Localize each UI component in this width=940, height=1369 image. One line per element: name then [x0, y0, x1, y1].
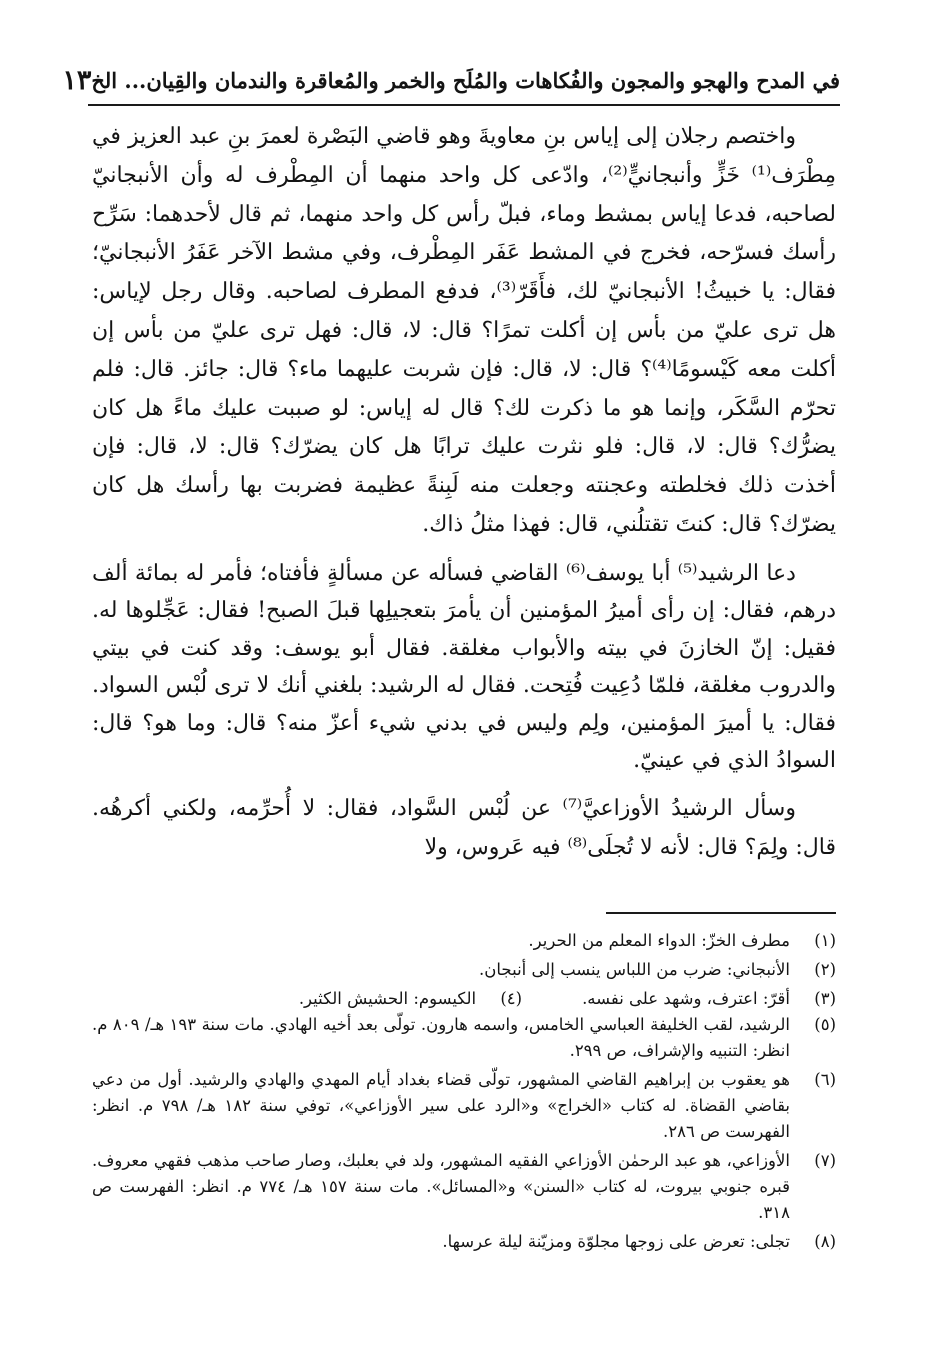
footnote-text: الكيسوم: الحشيش الكثير. — [298, 989, 477, 1008]
footnote-number: (٣) — [814, 989, 836, 1008]
footnote-text: الرشيد، لقب الخليفة العباسي الخامس، واسمه هارون. تولّى بعد أخيه الهادي. مات سنة ١٩٣ هـ/ ٨٠٩ م. انظر: التنبيه والإشراف، ص ٢٩٩. — [92, 1015, 790, 1060]
footnotes — [92, 928, 836, 1258]
page-number: ١٣ — [62, 64, 92, 96]
running-title: في المدح والهجو والمجون والفُكاهات والمُلَح والخمر والمُعاقرة والندمان والقِيان... الخ — [91, 67, 840, 93]
paragraph-rashid-awzai: وسأل الرشيدُ الأوزاعيَّ⁽⁷⁾ عن لُبْس السَّواد، فقال: لا أُحرِّمه، ولكني أكرهُه. قال: ولِمَ؟ قال: لأنه لا تُجلَى⁽⁸⁾ فيه عَروس، ولا — [92, 795, 836, 860]
footnote-text: الأنبجاني: ضرب من اللباس ينسب إلى أنبجان. — [479, 960, 790, 979]
paragraph-iyas: واختصم رجلان إلى إياس بنِ معاويةَ وهو قاضي البَصْرة لعمرَ بنِ عبد العزيز في مِطْرَف⁽¹⁾ خَزٍّ وأنبجانيٍّ⁽²⁾، وادّعى كل واحد منهما أن المِطْرف له وأن الأنبجانيّ لصاحبه، فدعا إياس بمشط وماء، فبلّ رأس كل واحد منهما، ثم قال لأحدهما: سَرِّح رأسك فسرّحه، فخرج في المشط عَفَر المِطْرف، وفي مشط الآخر عَفَرُ الأنبجانيّ؛ فقال: يا خبيثُ! الأنبجانيّ لك، فأَقَرّ⁽³⁾، فدفع المطرف لصاحبه. وقال رجل لإياس: هل ترى عليّ من بأس إن أكلت تمرًا؟ قال: لا، قال: فهل ترى عليّ من بأس إن أكلت معه كَيْسومًا⁽⁴⁾؟ قال: لا، قال: فإن شربت عليهما ماء؟ قال: جائز. قال: فلم تحرّم السَّكَر، وإنما هو ما ذكرت لك؟ قال له إياس: لو صببت عليك ماءً هل كان يضرُّك؟ قال: لا، قال: فلو نثرت عليك ترابًا هل كان يضرّك؟ قال: لا، قال: فإن أخذت ذلك فخلطته وعجنته وجعلت منه لَبِنةً عظيمة فضربت بها رأسك هل كان يضرّك؟ قال: كنتَ تقتلُني، قال: فهذا مثلُ ذاك. — [92, 124, 836, 537]
footnote-1 — [92, 928, 836, 954]
footnote-text: تجلى: تعرض على زوجها مجلوّة ومزيّنة ليلة عرسها. — [442, 1232, 790, 1251]
footnote-3 — [582, 986, 836, 1012]
footnote-6 — [92, 1067, 836, 1145]
footnote-5 — [92, 1012, 836, 1064]
paragraph-rashid-abu-yusuf: دعا الرشيد⁽⁵⁾ أبا يوسف⁽⁶⁾ القاضي فسأله عن مسألةٍ فأفتاه؛ فأمر له بمائة ألف درهم، فقال: إن رأى أميرُ المؤمنين أن يأمرَ بتعجيلِها قبلَ الصبح! فقال: عَجِّلوها له. فقيل: إنّ الخازنَ في بيته والأبواب مغلقة. فقال أبو يوسف: وقد كنت في بيتي والدروب مغلقة، فلمّا دُعِيت فُتِحت. فقال له الرشيد: بلغني أنك لا ترى لُبْس السواد. فقال: يا أميرَ المؤمنين، ولِم وليس في بدني شيء أعزّ منه؟ قال: وما هو؟ قال: السوادُ الذي في عينيّ. — [92, 560, 836, 774]
footnote-text: مطرف الخزّ: الدواء المعلم من الحرير. — [528, 931, 790, 950]
footnote-number: (٨) — [814, 1232, 836, 1251]
footnote-text: هو يعقوب بن إبراهيم القاضي المشهور، تولّى قضاء بغداد أيام المهدي والهادي والرشيد. أول من دعي بقاضي القضاة. له كتاب «الخراج» و«الرد على سير الأوزاعي»، توفي سنة ١٨٢ هـ/ ٧٩٨ م. انظر: الفهرست ص ٢٨٦. — [92, 1070, 791, 1141]
footnote-number: (٦) — [814, 1070, 836, 1089]
main-text — [92, 118, 836, 867]
footnote-divider — [606, 912, 836, 914]
footnote-number: (١) — [814, 931, 836, 950]
footnote-7 — [92, 1148, 836, 1226]
footnote-number: (٥) — [814, 1015, 836, 1034]
footnote-text: الأوزاعي، هو عبد الرحمٰن الأوزاعي الفقيه المشهور، ولد في بعلبك، وصار صاحب مذهب فقهي معروف. قبره جنوبي بيروت، له كتاب «السنن» و«المسائل». مات سنة ١٥٧ هـ/ ٧٧٤ م. انظر: الفهرست ص ٣١٨. — [92, 1151, 790, 1222]
page-header — [62, 58, 840, 102]
footnote-number: (٢) — [814, 960, 836, 979]
footnote-number: (٧) — [814, 1151, 836, 1170]
footnote-number: (٤) — [500, 989, 523, 1008]
footnote-8 — [92, 1229, 836, 1255]
footnote-4 — [299, 986, 522, 1012]
footnote-text: أقرّ: اعترف، وشهد على نفسه. — [582, 989, 790, 1008]
footnote-row-3-4 — [92, 986, 836, 1012]
footnote-2 — [92, 957, 836, 983]
header-divider — [88, 104, 840, 106]
